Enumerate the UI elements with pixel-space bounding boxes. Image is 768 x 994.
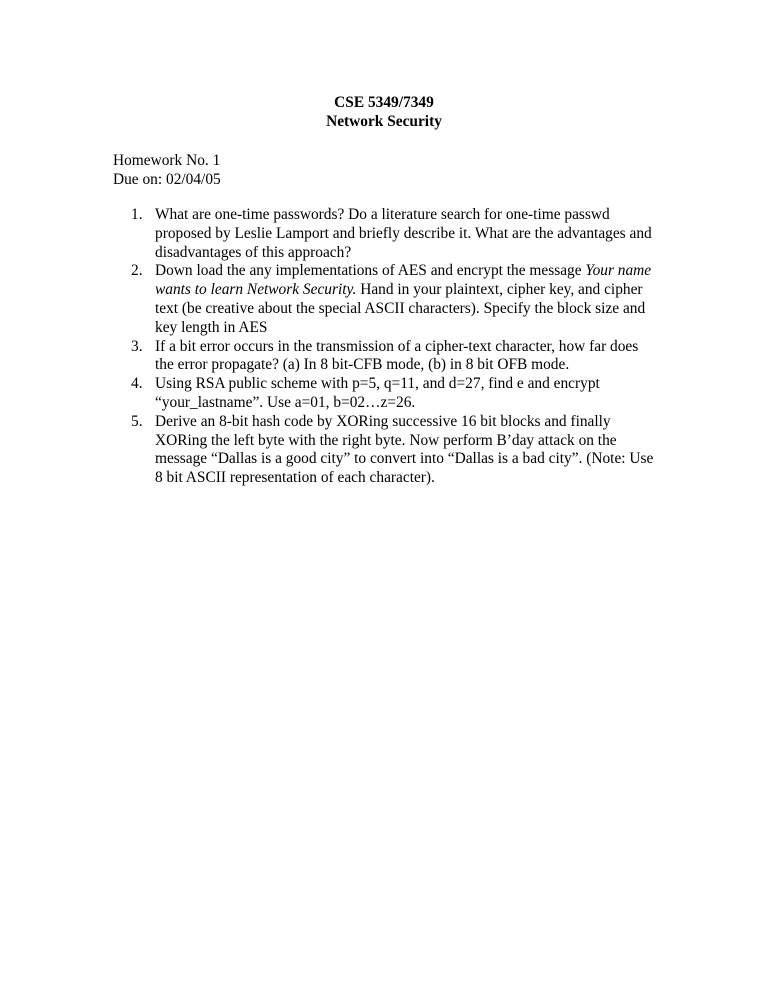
document-header	[0, 94, 768, 132]
question-text	[155, 262, 656, 337]
question-item	[131, 413, 656, 488]
question-number: 3.	[131, 337, 143, 355]
question-item	[131, 375, 656, 413]
question-text-part: Hand in your plaintext, cipher key, and cipher text (be creative about the special ASCII characters). Specify the block size and key length in AES	[155, 281, 646, 336]
homework-meta	[113, 152, 221, 190]
question-text: Using RSA public scheme with p=5, q=11, and d=27, find e and encrypt “your_lastname”. Use a=01, b=02…z=26.	[155, 375, 600, 411]
due-date: Due on: 02/04/05	[113, 170, 221, 188]
course-code: CSE 5349/7349	[334, 94, 434, 111]
question-item	[131, 338, 656, 376]
question-item	[131, 262, 656, 337]
question-number: 2.	[131, 262, 143, 280]
homework-number: Homework No. 1	[113, 152, 221, 169]
question-list	[131, 206, 656, 488]
question-text: If a bit error occurs in the transmission of a cipher-text character, how far does the error propagate? (a) In 8 bit-CFB mode, (b) in 8 bit OFB mode.	[155, 337, 639, 374]
question-number: 1.	[131, 206, 143, 223]
course-name: Network Security	[326, 112, 442, 130]
question-number: 4.	[131, 375, 143, 393]
question-number: 5.	[131, 412, 143, 430]
question-item	[131, 206, 656, 262]
question-emphasis: Your name wants to learn Network Security.	[155, 262, 652, 299]
question-text-part: Down load the any implementations of AES and encrypt the message	[155, 262, 586, 280]
question-text: Derive an 8-bit hash code by XORing successive 16 bit blocks and finally XORing the left byte with the right byte. Now perform B’day attack on the message “Dallas is a good city” to convert into “Dallas is a bad city”. (Note: Use 8 bit ASCII representation of each character).	[155, 412, 654, 487]
question-text: What are one-time passwords? Do a literature search for one-time passwd proposed by Leslie Lamport and briefly describe it. What are the advantages and disadvantages of this approach?	[155, 206, 652, 261]
